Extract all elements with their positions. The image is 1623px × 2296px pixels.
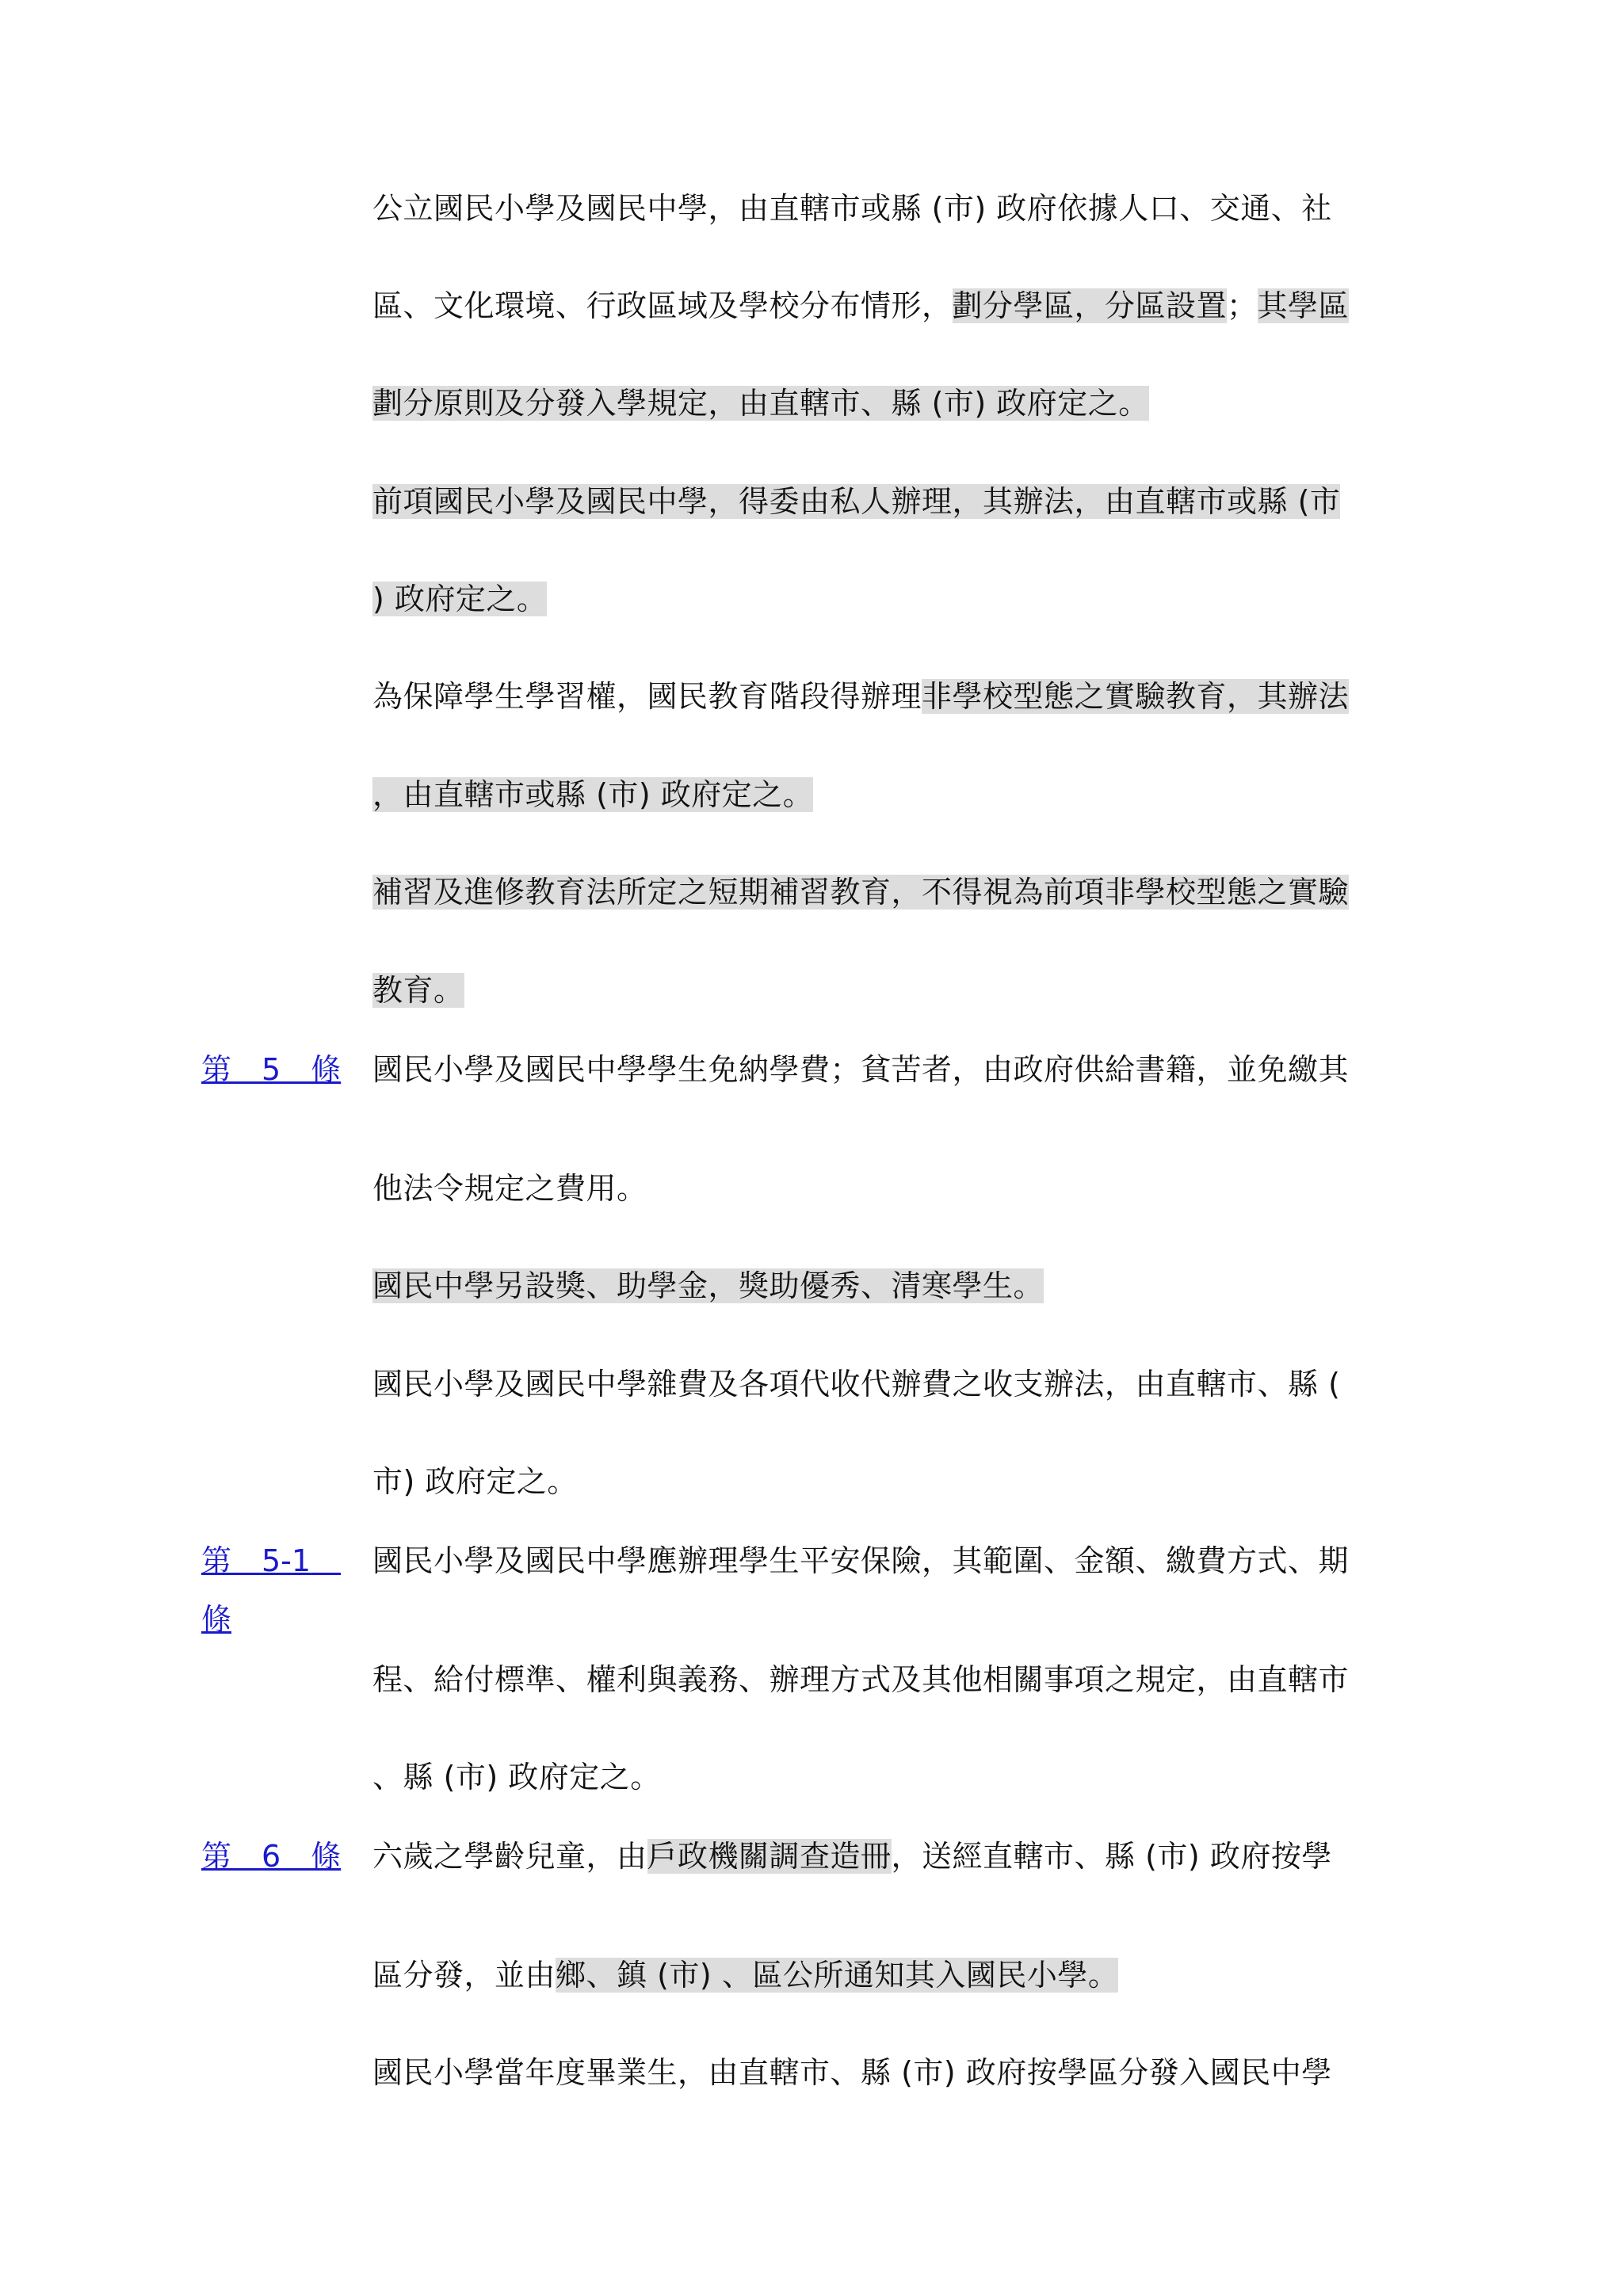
article-5-link[interactable]: 第 5 條 bbox=[201, 1052, 342, 1087]
text-segment: 國民小學及國民中學應辦理學生平安保險，其範圍、金額、繳費方式、期 bbox=[372, 1543, 1350, 1578]
text-line bbox=[372, 1159, 647, 1218]
text-segment: 區、文化環境、行政區域及學校分布情形， bbox=[372, 288, 953, 323]
text-line bbox=[372, 863, 1349, 921]
highlighted-text: 教育。 bbox=[372, 973, 464, 1008]
highlighted-text: 非學校型態之實驗教育，其辦法 bbox=[922, 679, 1350, 714]
text-line bbox=[372, 1748, 661, 1806]
article-6-link[interactable]: 第 6 條 bbox=[201, 1839, 342, 1874]
text-line bbox=[372, 1650, 1349, 1709]
highlighted-text: 前項國民小學及國民中學，得委由私人辦理，其辦法，由直轄市或縣 (市 bbox=[372, 484, 1341, 519]
text-segment: 程、給付標準、權利與義務、辦理方式及其他相關事項之規定，由直轄市 bbox=[372, 1662, 1350, 1697]
highlighted-text: 補習及進修教育法所定之短期補習教育，不得視為前項非學校型態之實驗 bbox=[372, 875, 1350, 910]
text-segment: 國民小學當年度畢業生，由直轄市、縣 (市) 政府按學區分發入國民中學 bbox=[372, 2055, 1332, 2090]
text-line bbox=[372, 277, 1349, 335]
text-line bbox=[372, 1257, 1044, 1315]
text-line bbox=[372, 374, 1149, 433]
highlighted-text: 其學區 bbox=[1257, 288, 1350, 323]
text-segment: 市) 政府定之。 bbox=[372, 1464, 578, 1499]
text-segment: ； bbox=[1227, 288, 1258, 323]
text-segment: 為保障學生學習權，國民教育階段得辦理 bbox=[372, 679, 922, 714]
text-line bbox=[372, 179, 1332, 238]
text-line bbox=[372, 570, 547, 628]
text-segment: 他法令規定之費用。 bbox=[372, 1171, 647, 1206]
text-segment: 六歲之學齡兒童，由 bbox=[372, 1839, 647, 1874]
text-line bbox=[372, 1040, 1349, 1099]
highlighted-text: 鄉、鎮 (市) 、區公所通知其入國民小學。 bbox=[556, 1958, 1119, 1993]
text-line bbox=[372, 1452, 578, 1511]
text-line bbox=[372, 1355, 1340, 1413]
highlighted-text: ) 政府定之。 bbox=[372, 582, 548, 616]
highlighted-text: ，由直轄市或縣 (市) 政府定之。 bbox=[372, 777, 814, 812]
text-segment: 公立國民小學及國民中學，由直轄市或縣 (市) 政府依據人口、交通、社 bbox=[372, 191, 1332, 226]
article-5-1-link[interactable]: 第 5-1 條 bbox=[201, 1543, 342, 1637]
highlighted-text: 國民中學另設獎、助學金，獎助優秀、清寒學生。 bbox=[372, 1268, 1044, 1303]
text-line bbox=[372, 1827, 1332, 1886]
text-line bbox=[372, 961, 464, 1020]
text-segment: 、縣 (市) 政府定之。 bbox=[372, 1760, 661, 1794]
highlighted-text: 戶政機關調查造冊 bbox=[647, 1839, 892, 1874]
text-segment: 國民小學及國民中學學生免納學費；貧苦者，由政府供給書籍，並免繳其 bbox=[372, 1052, 1350, 1087]
text-line bbox=[372, 667, 1349, 726]
highlighted-text: 劃分學區，分區設置 bbox=[952, 288, 1228, 323]
text-line bbox=[372, 1531, 1349, 1590]
text-segment: ，送經直轄市、縣 (市) 政府按學 bbox=[891, 1839, 1332, 1874]
text-line bbox=[372, 472, 1340, 531]
text-line bbox=[372, 765, 813, 824]
text-segment: 國民小學及國民中學雜費及各項代收代辦費之收支辦法，由直轄市、縣 ( bbox=[372, 1367, 1341, 1402]
text-segment: 區分發，並由 bbox=[372, 1958, 556, 1993]
text-line bbox=[372, 2043, 1332, 2102]
text-line bbox=[372, 1946, 1118, 2004]
highlighted-text: 劃分原則及分發入學規定，由直轄市、縣 (市) 政府定之。 bbox=[372, 386, 1149, 421]
